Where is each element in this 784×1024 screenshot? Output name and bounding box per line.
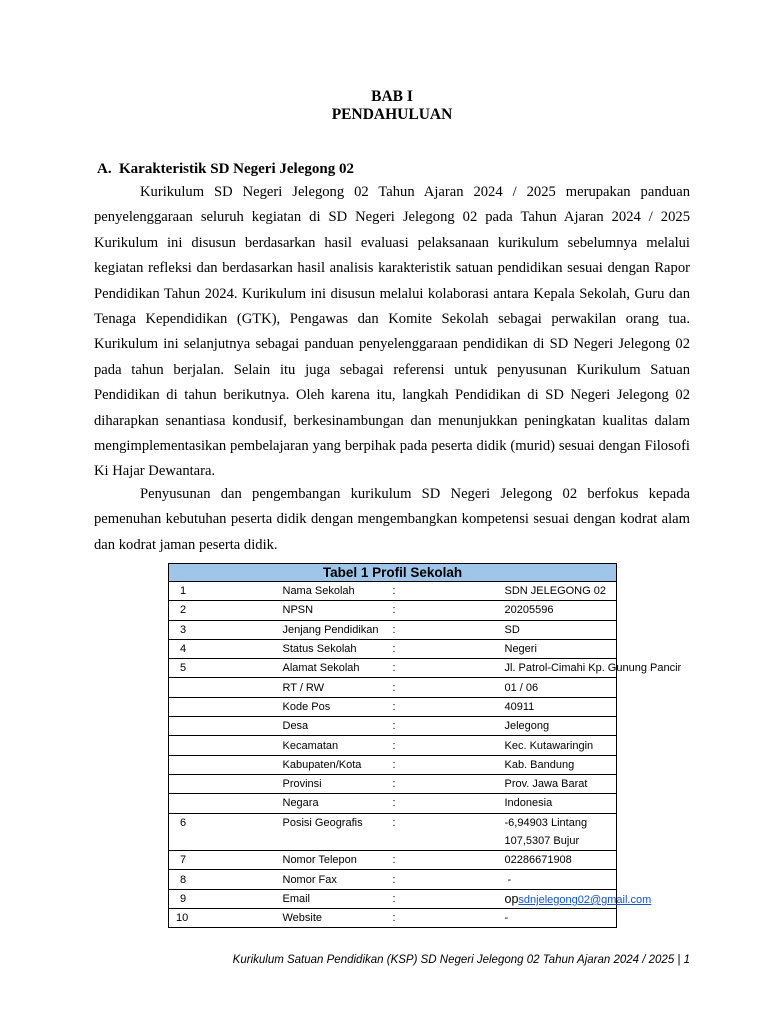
row-colon: : [393,889,505,908]
section-number: A. [97,161,112,177]
row-label: Negara [281,794,393,813]
row-colon-empty [393,832,505,851]
table-row [169,813,617,832]
row-value: Prov. Jawa Barat [505,774,617,793]
row-label: Provinsi [281,774,393,793]
table-row [169,620,617,639]
row-label: Nomor Fax [281,870,393,889]
table-caption: Tabel 1 Profil Sekolah [169,564,617,582]
row-number: 2 [169,601,281,620]
row-value: SD [505,620,617,639]
row-label: Website [281,909,393,928]
table-row [169,909,617,928]
table-row-continuation [169,832,617,851]
table-row [169,870,617,889]
row-label: Kecamatan [281,736,393,755]
row-value: 40911 [505,697,617,716]
row-number: 1 [169,582,281,601]
chapter-title: PENDAHULUAN [331,106,453,123]
table-row [169,601,617,620]
table-row [169,851,617,870]
row-value: Jelegong [505,717,617,736]
row-number: 6 [169,813,281,832]
row-colon: : [393,774,505,793]
row-value: Jl. Patrol-Cimahi Kp. Gunung Pancir [505,659,617,678]
table-caption-row [169,564,617,582]
row-label: Alamat Sekolah [281,659,393,678]
row-value: - [505,909,617,928]
row-number [169,774,281,793]
row-number [169,678,281,697]
table-row [169,736,617,755]
row-colon: : [393,678,505,697]
row-colon: : [393,813,505,832]
row-number: 8 [169,870,281,889]
table-row [169,794,617,813]
table-row [169,755,617,774]
school-profile-table [168,563,682,928]
email-link[interactable]: sdnjelegong02@gmail.com [518,893,652,906]
row-colon: : [393,736,505,755]
row-label: Kode Pos [281,697,393,716]
row-label: Nama Sekolah [281,582,393,601]
row-number: 5 [169,659,281,678]
paragraph-1: Kurikulum SD Negeri Jelegong 02 Tahun Ajaran 2024 / 2025 merupakan panduan penyelenggaraan seluruh kegiatan di SD Negeri Jelegong 02 pada Tahun Ajaran 2024 / 2025 Kurikulum ini disusun berdasarkan hasil evaluasi pelaksanaan kurikulum sebelumnya melalui kegiatan refleksi dan berdasarkan hasil analisis karakteristik satuan pendidikan sesuai dengan Rapor Pendidikan Tahun 2024. Kurikulum ini disusun melalui kolaborasi antara Kepala Sekolah, Guru dan Tenaga Kependidikan (GTK), Pengawas dan Komite Sekolah sebagai perwakilan orang tua. Kurikulum ini selanjutnya sebagai panduan penyelenggaraan pendidikan di SD Negeri Jelegong 02 pada tahun berjalan. Selain itu juga sebagai referensi untuk penyusunan Kurikulum Satuan Pendidikan di tahun berikutnya. Oleh karena itu, langkah Pendidikan di SD Negeri Jelegong 02 diharapkan senantiasa kondusif, berkesinambungan dan menunjukkan peningkatan kualitas dalam mengimplementasikan pembelajaran yang berpihak pada peserta didik (murid) sesuai dengan Filosofi Ki Hajar Dewantara. [94,184,690,480]
row-colon: : [393,697,505,716]
row-number [169,794,281,813]
row-label [281,832,393,851]
row-value: Indonesia [505,794,617,813]
row-number: 7 [169,851,281,870]
row-label: Posisi Geografis [281,813,393,832]
chapter-number: BAB I [371,88,413,105]
row-value: -6,94903 Lintang [505,813,617,832]
email-prefix: op [504,891,519,906]
table-row [169,639,617,658]
row-value: 01 / 06 [505,678,617,697]
row-number [169,717,281,736]
row-number: 3 [169,620,281,639]
row-label: Jenjang Pendidikan [281,620,393,639]
row-value: Kab. Bandung [505,755,617,774]
row-colon: : [393,909,505,928]
row-value: - [505,870,617,889]
row-number [169,697,281,716]
table-row [169,697,617,716]
table-row [169,659,617,678]
section-title: Karakteristik SD Negeri Jelegong 02 [119,161,354,177]
row-colon: : [393,755,505,774]
section-heading [97,161,354,178]
row-colon: : [393,582,505,601]
row-value: Negeri [505,639,617,658]
paragraph-2: Penyusunan dan pengembangan kurikulum SD Negeri Jelegong 02 berfokus kepada pemenuhan kebutuhan peserta didik dengan mengembangkan kompetensi sesuai dengan kodrat alam dan kodrat jaman peserta didik. [94,486,690,553]
row-value: 20205596 [505,601,617,620]
row-label: Status Sekolah [281,639,393,658]
row-number [169,736,281,755]
row-number [169,755,281,774]
row-colon: : [393,851,505,870]
page-footer: Kurikulum Satuan Pendidikan (KSP) SD Negeri Jelegong 02 Tahun Ajaran 2024 / 2025 | 1 [232,954,690,966]
row-colon: : [393,601,505,620]
row-label: NPSN [281,601,393,620]
table-row [169,774,617,793]
table-row [169,717,617,736]
row-colon: : [393,620,505,639]
table-row [169,582,617,601]
row-colon: : [393,717,505,736]
row-label: RT / RW [281,678,393,697]
row-number: 9 [169,889,281,908]
row-value: 107,5307 Bujur [505,832,617,851]
row-colon: : [393,639,505,658]
row-colon: : [393,870,505,889]
row-number: 4 [169,639,281,658]
row-number: 10 [169,909,281,928]
row-label: Nomor Telepon [281,851,393,870]
row-label: Desa [281,717,393,736]
row-value: 02286671908 [505,851,617,870]
row-value [504,889,652,908]
row-colon: : [393,659,505,678]
row-value: Kec. Kutawaringin [505,736,617,755]
table-row [169,678,617,697]
row-label: Email [281,889,393,908]
table-row [169,889,617,908]
row-label: Kabupaten/Kota [281,755,393,774]
row-number [169,832,281,851]
row-value: SDN JELEGONG 02 [505,582,617,601]
row-colon: : [393,794,505,813]
